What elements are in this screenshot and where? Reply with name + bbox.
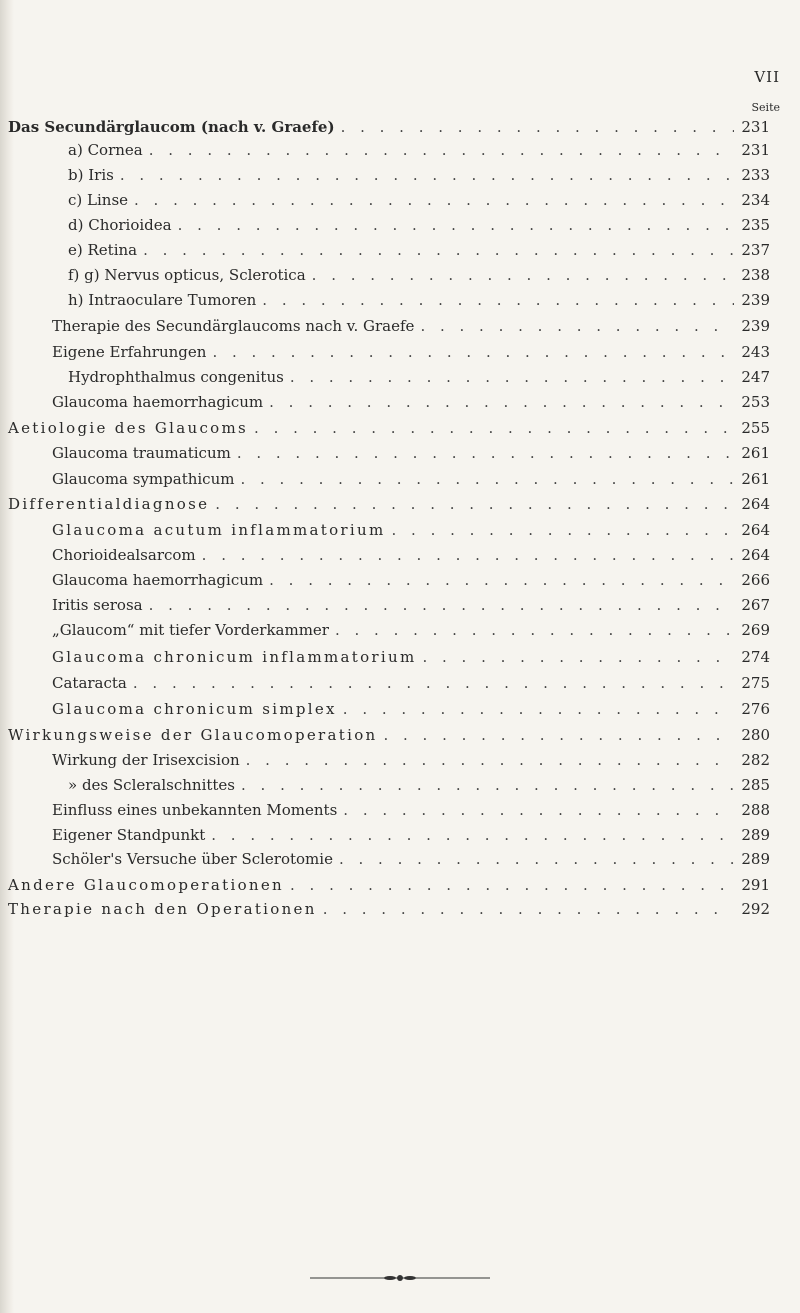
- toc-entry-title: Glaucoma acutum inflammatorium: [52, 521, 386, 539]
- toc-entry-page: 233: [741, 166, 770, 184]
- toc-entry-page: 289: [741, 850, 770, 868]
- toc-entry: [52, 674, 770, 696]
- toc-entry: [52, 700, 770, 722]
- toc-entry-page: 285: [741, 776, 770, 794]
- toc-entry-title: Therapie nach den Operationen: [8, 900, 317, 918]
- toc-entry-title: Iritis serosa: [52, 596, 143, 614]
- toc-entry: [8, 876, 770, 898]
- toc-entry: [8, 419, 770, 441]
- toc-entry-page: 231: [741, 141, 770, 159]
- toc-entry-title: Das Secundärglaucom (nach v. Graefe): [8, 118, 335, 136]
- toc-entry: [68, 216, 770, 238]
- toc-entry: [68, 776, 770, 798]
- toc-leader-dots: [335, 621, 734, 639]
- toc-leader-dots: [420, 317, 734, 335]
- toc-leader-dots: [392, 521, 735, 539]
- toc-entry-page: 291: [741, 876, 770, 894]
- toc-entry-page: 288: [741, 801, 770, 819]
- toc-entry: [52, 317, 770, 339]
- ornament-divider-icon: [310, 1273, 490, 1283]
- toc-leader-dots: [341, 118, 734, 136]
- toc-entry-page: 282: [741, 751, 770, 769]
- toc-entry-page: 264: [741, 521, 770, 539]
- toc-entry: [52, 393, 770, 415]
- toc-entry-title: Glaucoma sympathicum: [52, 470, 235, 488]
- toc-entry-title: c) Linse: [68, 191, 129, 209]
- toc-entry-title: Schöler's Versuche über Sclerotomie: [52, 850, 333, 868]
- toc-entry-title: e) Retina: [68, 241, 138, 259]
- toc-leader-dots: [149, 141, 734, 159]
- toc-entry-page: 266: [741, 571, 770, 589]
- toc-leader-dots: [120, 166, 734, 184]
- toc-leader-dots: [422, 648, 734, 666]
- toc-entry: [52, 343, 770, 365]
- toc-entry-title: Cataracta: [52, 674, 127, 692]
- toc-leader-dots: [215, 495, 734, 513]
- toc-entry-page: 234: [741, 191, 770, 209]
- toc-entry-title: Eigene Erfahrungen: [52, 343, 207, 361]
- toc-entry: [52, 571, 770, 593]
- toc-leader-dots: [343, 700, 734, 718]
- toc-entry: [52, 521, 770, 543]
- toc-entry: [52, 648, 770, 670]
- toc-entry-page: 274: [741, 648, 770, 666]
- toc-entry-page: 276: [741, 700, 770, 718]
- toc-leader-dots: [202, 546, 734, 564]
- toc-leader-dots: [269, 393, 734, 411]
- toc-entry-page: 253: [741, 393, 770, 411]
- toc-leader-dots: [212, 343, 734, 361]
- toc-entry-title: Differentialdiagnose: [8, 495, 210, 513]
- toc-leader-dots: [343, 801, 734, 819]
- page-binding-shadow: [0, 0, 14, 1313]
- toc-entry-title: » des Scleralschnittes: [68, 776, 235, 794]
- toc-entry: [52, 751, 770, 773]
- page-column-label: Seite: [751, 101, 780, 114]
- toc-leader-dots: [339, 850, 734, 868]
- toc-entry: [52, 801, 770, 823]
- toc-entry-title: Andere Glaucomoperationen: [8, 876, 285, 894]
- toc-leader-dots: [312, 266, 734, 284]
- toc-entry: [8, 118, 770, 140]
- toc-entry-page: 280: [741, 726, 770, 744]
- toc-entry-title: h) Intraoculare Tumoren: [68, 291, 257, 309]
- toc-entry: [68, 141, 770, 163]
- toc-entry-page: 269: [741, 621, 770, 639]
- toc-leader-dots: [323, 900, 734, 918]
- toc-entry-title: „Glaucom“ mit tiefer Vorderkammer: [52, 621, 329, 639]
- toc-entry: [8, 900, 770, 922]
- toc-leader-dots: [143, 241, 734, 259]
- toc-entry-title: Eigener Standpunkt: [52, 826, 206, 844]
- toc-entry: [68, 191, 770, 213]
- toc-entry-page: 238: [741, 266, 770, 284]
- toc-leader-dots: [178, 216, 734, 234]
- toc-leader-dots: [383, 726, 734, 744]
- toc-leader-dots: [133, 674, 734, 692]
- toc-entry: [52, 621, 770, 643]
- toc-entry: [68, 166, 770, 188]
- toc-entry: [52, 826, 770, 848]
- toc-entry: [52, 470, 770, 492]
- toc-entry-page: 239: [741, 317, 770, 335]
- toc-leader-dots: [134, 191, 734, 209]
- toc-leader-dots: [240, 470, 734, 488]
- toc-entry-page: 264: [741, 546, 770, 564]
- toc-leader-dots: [246, 751, 734, 769]
- toc-leader-dots: [269, 571, 734, 589]
- toc-entry: [68, 291, 770, 313]
- toc-leader-dots: [211, 826, 734, 844]
- toc-entry-page: 264: [741, 495, 770, 513]
- toc-entry-title: Einfluss eines unbekannten Moments: [52, 801, 338, 819]
- toc-entry-page: 239: [741, 291, 770, 309]
- toc-leader-dots: [262, 291, 734, 309]
- toc-entry-page: 289: [741, 826, 770, 844]
- toc-entry: [68, 241, 770, 263]
- toc-entry-title: Glaucoma chronicum inflammatorium: [52, 648, 417, 666]
- toc-entry-page: 292: [741, 900, 770, 918]
- toc-entry-title: Hydrophthalmus congenitus: [68, 368, 284, 386]
- toc-leader-dots: [237, 444, 734, 462]
- toc-entry-page: 231: [741, 118, 770, 136]
- toc-entry-page: 255: [741, 419, 770, 437]
- toc-entry-title: Therapie des Secundärglaucoms nach v. Graefe: [52, 317, 415, 335]
- toc-leader-dots: [290, 368, 734, 386]
- toc-leader-dots: [241, 776, 734, 794]
- toc-entry-title: Glaucoma traumaticum: [52, 444, 231, 462]
- toc-entry-title: a) Cornea: [68, 141, 143, 159]
- toc-entry: [52, 596, 770, 618]
- toc-entry-page: 247: [741, 368, 770, 386]
- toc-leader-dots: [149, 596, 734, 614]
- toc-entry-title: d) Chorioidea: [68, 216, 172, 234]
- toc-entry-page: 243: [741, 343, 770, 361]
- toc-leader-dots: [254, 419, 734, 437]
- toc-entry-title: Wirkungsweise der Glaucomoperation: [8, 726, 378, 744]
- toc-entry: [52, 546, 770, 568]
- toc-entry: [52, 444, 770, 466]
- toc-entry-title: Chorioidealsarcom: [52, 546, 196, 564]
- toc-entry-title: b) Iris: [68, 166, 114, 184]
- toc-leader-dots: [290, 876, 734, 894]
- toc-entry-page: 267: [741, 596, 770, 614]
- toc-entry-title: Glaucoma haemorrhagicum: [52, 571, 264, 589]
- toc-entry: [68, 266, 770, 288]
- toc-entry-title: Glaucoma chronicum simplex: [52, 700, 337, 718]
- toc-entry-page: 261: [741, 470, 770, 488]
- toc-entry-page: 261: [741, 444, 770, 462]
- toc-entry-page: 275: [741, 674, 770, 692]
- toc-entry-title: Aetiologie des Glaucoms: [8, 419, 249, 437]
- toc-entry-title: Glaucoma haemorrhagicum: [52, 393, 264, 411]
- toc-entry: [52, 850, 770, 872]
- toc-entry: [8, 495, 770, 517]
- toc-entry-title: f) g) Nervus opticus, Sclerotica: [68, 266, 306, 284]
- page-number: VII: [754, 68, 780, 86]
- toc-entry-title: Wirkung der Irisexcision: [52, 751, 240, 769]
- toc-entry: [68, 368, 770, 390]
- toc-entry: [8, 726, 770, 748]
- toc-entry-page: 235: [741, 216, 770, 234]
- toc-entry-page: 237: [741, 241, 770, 259]
